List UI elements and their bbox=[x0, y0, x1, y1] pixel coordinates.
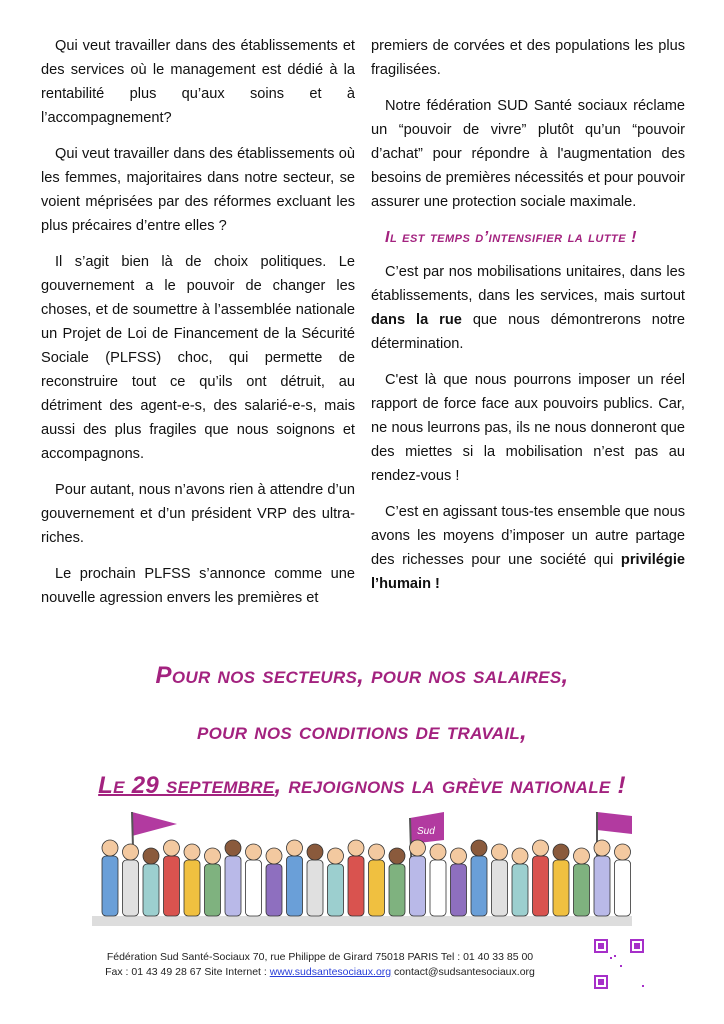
person-head bbox=[246, 844, 262, 860]
person-figure bbox=[451, 864, 467, 916]
flag-text: Sud bbox=[417, 826, 435, 837]
person-head bbox=[410, 840, 426, 856]
person-figure bbox=[164, 856, 180, 916]
person-figure bbox=[184, 860, 200, 916]
paragraph bbox=[371, 260, 685, 356]
person-head bbox=[574, 848, 590, 864]
person-head bbox=[615, 844, 631, 860]
paragraph bbox=[371, 500, 685, 596]
person-figure bbox=[348, 856, 364, 916]
person-head bbox=[307, 844, 323, 860]
person-figure bbox=[430, 860, 446, 916]
section-heading: Il est temps d’intensifier la lutte ! bbox=[385, 229, 637, 246]
person-head bbox=[143, 848, 159, 864]
bold-text: privilégie l’humain ! bbox=[371, 552, 685, 592]
person-figure bbox=[102, 856, 118, 916]
person-head bbox=[184, 844, 200, 860]
paragraph-continuation: premiers de corvées et des populations les plus fragilisées. bbox=[371, 38, 685, 78]
person-head bbox=[533, 840, 549, 856]
person-figure bbox=[574, 864, 590, 916]
person-head bbox=[287, 840, 303, 856]
footer-address: Fédération Sud Santé-Sociaux 70, rue Philippe de Girard 75018 PARIS Tel : 01 40 33 85 00 bbox=[106, 951, 534, 963]
qr-code bbox=[594, 938, 644, 990]
website-link[interactable]: www.sudsantesociaux.org bbox=[269, 966, 392, 978]
person-figure bbox=[389, 864, 405, 916]
person-figure bbox=[410, 856, 426, 916]
email-text: contact@sudsantesociaux.org bbox=[391, 966, 535, 978]
person-head bbox=[553, 844, 569, 860]
right-column bbox=[371, 34, 685, 608]
person-figure bbox=[225, 856, 241, 916]
text: , rejoignons la grève nationale ! bbox=[274, 772, 626, 799]
footer-contact bbox=[60, 950, 580, 980]
person-head bbox=[266, 848, 282, 864]
person-figure bbox=[369, 860, 385, 916]
person-head bbox=[492, 844, 508, 860]
paragraph: C'est là que nous pourrons imposer un réel rapport de force face aux pouvoirs publics. Car, ne nous leurrons pas, ils ne nous donneront que des miettes si la mobilisation n’est pas au rendez-vous ! bbox=[371, 372, 685, 484]
left-column bbox=[41, 34, 355, 622]
paragraph: Pour autant, nous n’avons rien à attendre d’un gouvernement et d’un président VRP des ultra-riches. bbox=[41, 482, 355, 546]
strike-date: Le 29 septembre bbox=[98, 772, 275, 799]
person-figure bbox=[266, 864, 282, 916]
person-head bbox=[369, 844, 385, 860]
person-figure bbox=[123, 860, 139, 916]
person-figure bbox=[143, 864, 159, 916]
person-head bbox=[225, 840, 241, 856]
text: C’est en agissant tous-tes ensemble que nous avons les moyens d’imposer un autre partage des richesses pour une société qui bbox=[371, 504, 685, 568]
person-head bbox=[102, 840, 118, 856]
person-figure bbox=[615, 860, 631, 916]
footer-line-2 bbox=[60, 965, 580, 980]
person-head bbox=[512, 848, 528, 864]
person-figure bbox=[287, 856, 303, 916]
person-head bbox=[451, 848, 467, 864]
person-figure bbox=[205, 864, 221, 916]
slogan-line-1: Pour nos secteurs, pour nos salaires, bbox=[155, 662, 569, 689]
person-head bbox=[389, 848, 405, 864]
fax-text: Fax : 01 43 49 28 67 Site Internet : bbox=[105, 966, 270, 978]
person-figure bbox=[328, 864, 344, 916]
person-figure bbox=[533, 856, 549, 916]
person-head bbox=[594, 840, 610, 856]
person-figure bbox=[307, 860, 323, 916]
text: que nous démontrerons notre détermination. bbox=[371, 312, 685, 352]
paragraph: Le prochain PLFSS s’annonce comme une nouvelle agression envers les premières et bbox=[41, 566, 355, 606]
person-head bbox=[471, 840, 487, 856]
text: C’est par nos mobilisations unitaires, dans les établissements, dans les services, mais surtout bbox=[371, 264, 685, 304]
paragraph: Il s’agit bien là de choix politiques. Le gouvernement a le pouvoir de changer les choses, et de soumettre à l’assemblée nationale un Projet de Loi de Financement de la Sécurité Sociale (PLFSS) choc, qui permette de reconstruire tout ce qu’ils ont détruit, au détriment des agent-e-s, des salarié-e-s, mais aussi des plus fragiles que nous soignons et accompagnons. bbox=[41, 254, 355, 462]
slogan-line-3 bbox=[0, 772, 724, 800]
paragraph: Qui veut travailler dans des établissements où les femmes, majoritaires dans notre secteur, se voient méprisées par des réformes excluant les plus précaires d’entre elles ? bbox=[41, 146, 355, 234]
person-figure bbox=[246, 860, 262, 916]
bold-text: dans la rue bbox=[371, 312, 462, 328]
person-figure bbox=[594, 856, 610, 916]
slogan-line-2: pour nos conditions de travail, bbox=[196, 718, 528, 745]
person-head bbox=[164, 840, 180, 856]
person-figure bbox=[492, 860, 508, 916]
person-figure bbox=[512, 864, 528, 916]
paragraph: Notre fédération SUD Santé sociaux réclame un “pouvoir de vivre” plutôt qu’un “pouvoir d’achat” pour répondre à l'augmentation des besoins de premières nécessités et pour pouvoir assurer une protection sociale maximale. bbox=[371, 98, 685, 210]
person-head bbox=[205, 848, 221, 864]
person-head bbox=[123, 844, 139, 860]
person-head bbox=[328, 848, 344, 864]
person-head bbox=[430, 844, 446, 860]
person-head bbox=[348, 840, 364, 856]
person-figure bbox=[553, 860, 569, 916]
paragraph: Qui veut travailler dans des établissements et des services où le management est dédié à la rentabilité plus qu’aux soins et à l’accompagnement? bbox=[41, 38, 355, 126]
protest-crowd-illustration bbox=[92, 804, 632, 926]
person-figure bbox=[471, 856, 487, 916]
